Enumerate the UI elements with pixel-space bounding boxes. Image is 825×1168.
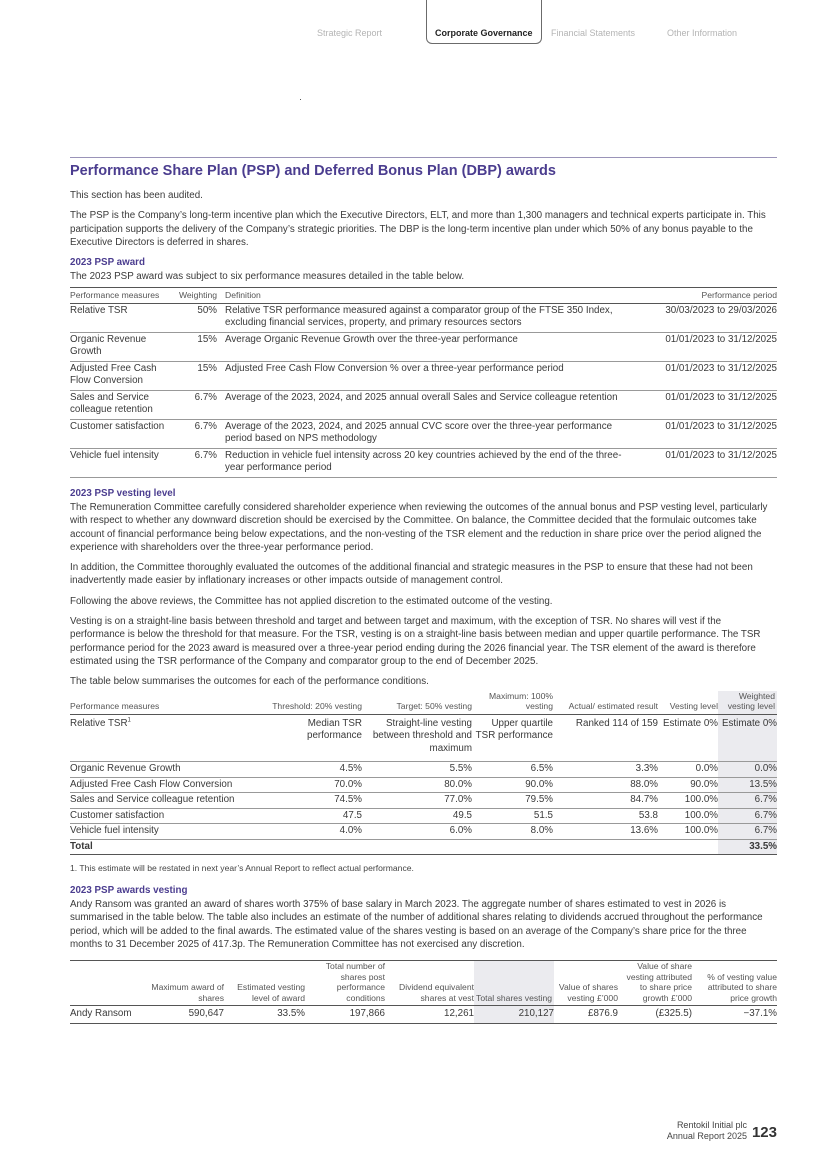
cell-vesting: 90.0% bbox=[658, 777, 718, 793]
cell-threshold: 4.0% bbox=[260, 824, 362, 840]
cell-value: £876.9 bbox=[554, 1006, 618, 1024]
awards-vesting-heading: 2023 PSP awards vesting bbox=[70, 885, 188, 897]
table-row bbox=[70, 714, 777, 762]
col-header-1: Maximum award of shares bbox=[143, 961, 224, 1006]
cell-threshold: 47.5 bbox=[260, 808, 362, 824]
award-text: The 2023 PSP award was subject to six performance measures detailed in the table below. bbox=[70, 271, 465, 283]
table-row bbox=[70, 824, 777, 840]
cell-measure: Customer satisfaction bbox=[70, 808, 260, 824]
cell-measure: Sales and Service colleague retention bbox=[70, 793, 260, 809]
cell-actual: 13.6% bbox=[553, 824, 658, 840]
col-header-4: Dividend equivalent shares at vest bbox=[385, 961, 474, 1006]
cell-weighting: 50% bbox=[170, 303, 217, 332]
page-number: 123 bbox=[751, 1124, 777, 1141]
cell-definition: Average Organic Revenue Growth over the three-year performance bbox=[225, 332, 623, 361]
table-row bbox=[70, 303, 777, 332]
col-header-6: Value of shares vesting £’000 bbox=[554, 961, 618, 1006]
cell-weighting: 6.7% bbox=[170, 419, 217, 448]
table-row bbox=[70, 762, 777, 778]
cell-target: 77.0% bbox=[362, 793, 472, 809]
col-header-actual: Actual/ estimated result bbox=[553, 691, 658, 715]
cell-measure: Sales and Service colleague retention bbox=[70, 390, 170, 419]
cell-value: 33.5% bbox=[224, 1006, 305, 1024]
vesting-outcomes-table bbox=[70, 691, 777, 856]
cell-vesting: 100.0% bbox=[658, 808, 718, 824]
cell-target: 80.0% bbox=[362, 777, 472, 793]
col-header-definition: Definition bbox=[225, 288, 623, 304]
cell-total-value: 33.5% bbox=[718, 839, 777, 855]
table-row bbox=[70, 361, 777, 390]
cell-value: (£325.5) bbox=[618, 1006, 692, 1024]
vesting-paragraph-4: Vesting is on a straight-line basis between threshold and target and between target and maximum, with the exception of TSR. No shares will vest if the performance is below the threshold for that measure. For the TSR, vesting is on a straight-line basis between median and upper quartile performance. The TSR performance period for the 2023 award is measured over a three-year period ending during the 2026 financial year. The TSR element of the award is therefore estimated using the TSR performance of the Company and comparator group to the end of December 2025. bbox=[70, 616, 761, 667]
cell-period: 01/01/2023 to 31/12/2025 bbox=[623, 419, 777, 448]
cell-weighted: 13.5% bbox=[718, 777, 777, 793]
cell-actual: 88.0% bbox=[553, 777, 658, 793]
cell-weighted: 6.7% bbox=[718, 793, 777, 809]
vesting-heading: 2023 PSP vesting level bbox=[70, 487, 176, 499]
cell-period: 30/03/2023 to 29/03/2026 bbox=[623, 303, 777, 332]
footnote: 1. This estimate will be restated in next year’s Annual Report to reflect actual performance. bbox=[70, 863, 414, 874]
col-header-5: Total shares vesting bbox=[474, 961, 554, 1006]
cell-measure: Adjusted Free Cash Flow Conversion bbox=[70, 361, 170, 390]
cell-value: 12,261 bbox=[385, 1006, 474, 1024]
cell-maximum: Upper quartile TSR performance bbox=[472, 714, 553, 762]
cell-period: 01/01/2023 to 31/12/2025 bbox=[623, 361, 777, 390]
vesting-paragraph-2: In addition, the Committee thoroughly evaluated the outcomes of the additional financial and strategic measures in the PSP to ensure that these had not been inadvertently made easier by inflationary increases or other impacts outside of management control. bbox=[70, 562, 753, 587]
cell-definition: Relative TSR performance measured against a comparator group of the FTSE 350 Index, excluding financial services, property, and primary resources sectors bbox=[225, 303, 623, 332]
cell-measure: Organic Revenue Growth bbox=[70, 332, 170, 361]
vesting-paragraph-1: The Remuneration Committee carefully considered shareholder experience when reviewing the outcomes of the annual bonus and PSP vesting level, particularly with respect to whether any downward discretion should be exercised by the Committee. On balance, the Committee decided that the formulaic outcomes take account of financial performance being below expectations, and the non-vesting of the TSR element and the reduction in share price over the period aligned the experience with shareholders over the three-year performance period. bbox=[70, 501, 768, 553]
table-row bbox=[70, 332, 777, 361]
table-row bbox=[70, 793, 777, 809]
tab-strategic-report[interactable]: Strategic Report bbox=[317, 28, 383, 38]
cell-vesting: Estimate 0% bbox=[658, 714, 718, 762]
cell-target: 5.5% bbox=[362, 762, 472, 778]
table-row bbox=[70, 390, 777, 419]
cell-value: 590,647 bbox=[143, 1006, 224, 1024]
cell-period: 01/01/2023 to 31/12/2025 bbox=[623, 390, 777, 419]
page-title: Performance Share Plan (PSP) and Deferred Bonus Plan (DBP) awards bbox=[70, 163, 556, 179]
cell-target: Straight-line vesting between threshold and maximum bbox=[362, 714, 472, 762]
footer-company-name: Rentokil Initial plc bbox=[676, 1120, 747, 1130]
cell-maximum: 79.5% bbox=[472, 793, 553, 809]
table-header-row bbox=[70, 288, 777, 304]
cell-actual: 3.3% bbox=[553, 762, 658, 778]
cell-weighting: 6.7% bbox=[170, 448, 217, 477]
cell-weighted: Estimate 0% bbox=[718, 714, 777, 762]
cell-weighted: 6.7% bbox=[718, 808, 777, 824]
tab-other-information[interactable]: Other Information bbox=[667, 28, 738, 38]
cell-period: 01/01/2023 to 31/12/2025 bbox=[623, 332, 777, 361]
cell-maximum: 6.5% bbox=[472, 762, 553, 778]
cell-weighting: 6.7% bbox=[170, 390, 217, 419]
cell-vesting: 100.0% bbox=[658, 793, 718, 809]
cell-measure: Relative TSR bbox=[70, 303, 170, 332]
audit-note: This section has been audited. bbox=[70, 190, 203, 201]
vesting-paragraph-5: The table below summarises the outcomes for each of the performance conditions. bbox=[70, 676, 429, 688]
award-heading: 2023 PSP award bbox=[70, 257, 145, 269]
cell-threshold: 4.5% bbox=[260, 762, 362, 778]
col-header-0 bbox=[70, 961, 143, 1006]
cell-threshold: 74.5% bbox=[260, 793, 362, 809]
cell-actual: Ranked 114 of 159 bbox=[553, 714, 658, 762]
cell-vesting: 100.0% bbox=[658, 824, 718, 840]
cell-actual: 53.8 bbox=[553, 808, 658, 824]
cell-actual: 84.7% bbox=[553, 793, 658, 809]
cell-weighted: 6.7% bbox=[718, 824, 777, 840]
col-header-weighting: Weighting bbox=[170, 288, 217, 304]
cell-definition: Adjusted Free Cash Flow Conversion % over a three-year performance period bbox=[225, 361, 623, 390]
col-header-vesting-level: Vesting level bbox=[658, 691, 718, 715]
table-row bbox=[70, 448, 777, 477]
cell-maximum: 51.5 bbox=[472, 808, 553, 824]
footer-report-name: Annual Report 2025 bbox=[666, 1131, 747, 1141]
cell-value: 210,127 bbox=[474, 1006, 554, 1024]
table-header-row bbox=[70, 691, 777, 715]
footer-company bbox=[667, 1120, 747, 1142]
col-header-period: Performance period bbox=[623, 288, 777, 304]
cell-value: 197,866 bbox=[305, 1006, 385, 1024]
cell-period: 01/01/2023 to 31/12/2025 bbox=[623, 448, 777, 477]
col-header-measures: Performance measures bbox=[70, 691, 260, 715]
cell-definition: Average of the 2023, 2024, and 2025 annual overall Sales and Service colleague retention bbox=[225, 390, 623, 419]
cell-weighting: 15% bbox=[170, 332, 217, 361]
cell-total-label: Total bbox=[70, 839, 260, 855]
cell-threshold: 70.0% bbox=[260, 777, 362, 793]
col-header-maximum: Maximum: 100% vesting bbox=[472, 691, 553, 715]
award-measures-table bbox=[70, 287, 777, 478]
col-header-3: Total number of shares post performance conditions bbox=[305, 961, 385, 1006]
table-row bbox=[70, 777, 777, 793]
cell-measure: Vehicle fuel intensity bbox=[70, 824, 260, 840]
section-nav bbox=[0, 0, 825, 48]
awards-vesting-text: Andy Ransom was granted an award of shares worth 375% of base salary in March 2023. The aggregate number of shares estimated to vest in 2026 is summarised in the table below. The table also includes an estimate of the number of additional shares relating to dividends accrued throughout the performance period, which will be added to the final awards. The estimated value of the shares vesting is based on an average of the Company’s share price for the three months to 31 December 2025 of 417.3p. The Remuneration Committee has not exercised any discretion. bbox=[70, 899, 763, 950]
cell-weighted: 0.0% bbox=[718, 762, 777, 778]
cell-maximum: 90.0% bbox=[472, 777, 553, 793]
tab-corporate-governance[interactable]: Corporate Governance bbox=[426, 0, 542, 44]
table-row bbox=[70, 808, 777, 824]
cell-name: Andy Ransom bbox=[70, 1006, 143, 1024]
col-header-target: Target: 50% vesting bbox=[362, 691, 472, 715]
cell-vesting: 0.0% bbox=[658, 762, 718, 778]
intro-paragraph: The PSP is the Company’s long-term incentive plan which the Executive Directors, ELT, and more than 1,300 managers and technical experts participate in. This participation supports the delivery of the Company’s strategic priorities. The DBP is the long-term incentive plan under which 50% of any bonus payable to the Executive Directors is deferred in shares. bbox=[70, 210, 766, 248]
cell-measure: Organic Revenue Growth bbox=[70, 762, 260, 778]
col-header-2: Estimated vesting level of award bbox=[224, 961, 305, 1006]
col-header-8: % of vesting value attributed to share price growth bbox=[692, 961, 777, 1006]
col-header-measures: Performance measures bbox=[70, 288, 170, 304]
cell-definition: Reduction in vehicle fuel intensity across 20 key countries achieved by the end of the three-year performance period bbox=[225, 448, 623, 477]
cell-maximum: 8.0% bbox=[472, 824, 553, 840]
awards-vesting-table bbox=[70, 960, 777, 1024]
tab-financial-statements[interactable]: Financial Statements bbox=[551, 28, 636, 38]
cell-value: −37.1% bbox=[692, 1006, 777, 1024]
cell-measure: Adjusted Free Cash Flow Conversion bbox=[70, 777, 260, 793]
col-header-weighted: Weighted vesting level bbox=[718, 691, 777, 715]
col-header-7: Value of share vesting attributed to share price growth £’000 bbox=[618, 961, 692, 1006]
table-header-row bbox=[70, 961, 777, 1006]
cell-measure: Customer satisfaction bbox=[70, 419, 170, 448]
cell-target: 49.5 bbox=[362, 808, 472, 824]
cell-threshold: Median TSR performance bbox=[260, 714, 362, 762]
cell-target: 6.0% bbox=[362, 824, 472, 840]
col-header-threshold: Threshold: 20% vesting bbox=[260, 691, 362, 715]
title-rule bbox=[70, 157, 777, 158]
stray-dot bbox=[300, 99, 301, 100]
cell-definition: Average of the 2023, 2024, and 2025 annual CVC score over the three-year performance period based on NPS methodology bbox=[225, 419, 623, 448]
cell-weighting: 15% bbox=[170, 361, 217, 390]
page-footer bbox=[667, 1120, 777, 1142]
main-content bbox=[70, 157, 777, 1024]
table-row bbox=[70, 419, 777, 448]
total-row bbox=[70, 839, 777, 855]
cell-measure: Relative TSR$^1$ bbox=[70, 714, 260, 762]
cell-measure: Vehicle fuel intensity bbox=[70, 448, 170, 477]
vesting-paragraph-3: Following the above reviews, the Committee has not applied discretion to the estimated outcome of the vesting. bbox=[70, 595, 553, 607]
table-row bbox=[70, 1006, 777, 1024]
